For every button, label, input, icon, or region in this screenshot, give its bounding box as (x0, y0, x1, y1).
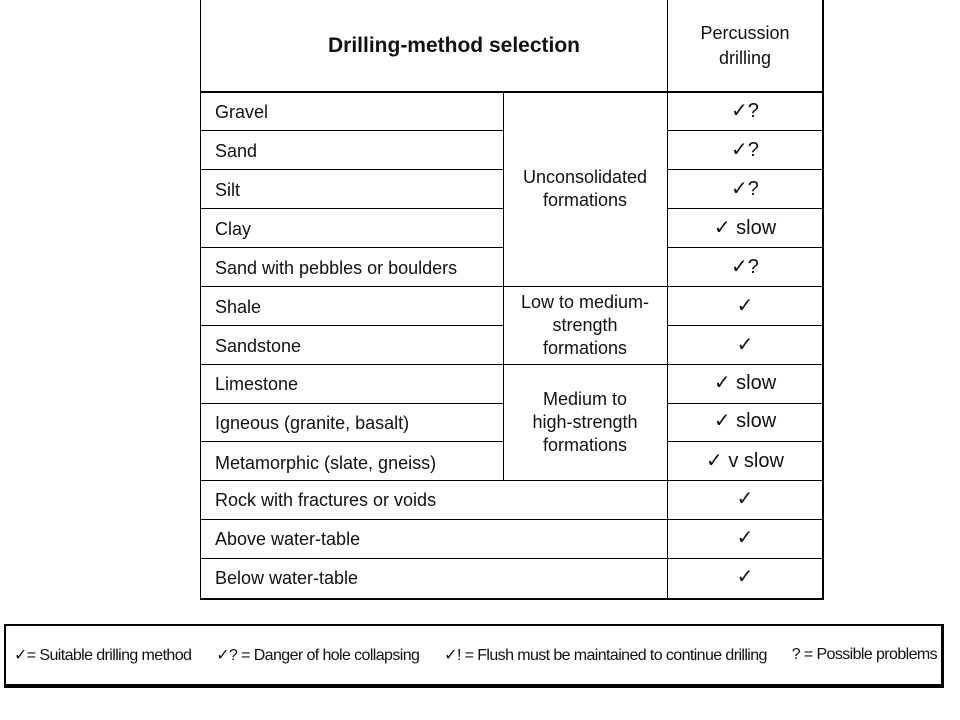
legend-item-possible-problems: ? = Possible problems (791, 646, 937, 663)
row-divider (667, 130, 823, 131)
mark-above-water-table: ✓ (736, 527, 754, 549)
row-divider (201, 441, 503, 442)
row-divider (201, 130, 503, 131)
row-divider (201, 480, 823, 481)
row-label-above-water-table: Above water-table (215, 529, 361, 549)
row-divider (201, 208, 503, 209)
row-label-silt: Silt (215, 180, 241, 200)
mark-below-water-table: ✓ (736, 566, 754, 588)
mark-limestone: ✓ slow (713, 372, 777, 394)
row-label-sand: Sand (215, 141, 258, 161)
legend-item-suitable: ✓= Suitable drilling method (14, 647, 192, 664)
mark-sand: ✓? (731, 139, 759, 161)
table-title: Drilling-method selection (327, 34, 581, 57)
row-divider (201, 169, 503, 170)
row-divider (201, 403, 503, 404)
row-divider (201, 558, 823, 559)
row-label-limestone: Limestone (215, 374, 299, 394)
row-label-rock-with-fractures: Rock with fractures or voids (215, 490, 437, 510)
group-label-unconsolidated: Unconsolidated formations (522, 167, 648, 210)
mark-igneous: ✓ slow (713, 410, 777, 432)
mark-clay: ✓ slow (713, 217, 777, 239)
column-header-percussion-drilling: Percussion drilling (700, 23, 790, 68)
mark-shale: ✓ (736, 295, 754, 317)
row-divider (201, 247, 503, 248)
row-divider (201, 325, 503, 326)
row-divider (667, 325, 823, 326)
group-label-low-medium-strength: Low to medium- strength formations (520, 291, 650, 358)
mark-silt: ✓? (731, 178, 759, 200)
row-label-metamorphic: Metamorphic (slate, gneiss) (215, 453, 437, 473)
row-label-shale: Shale (215, 297, 262, 317)
mark-gravel: ✓? (731, 100, 759, 122)
legend-item-flush: ✓! = Flush must be maintained to continue drilling (444, 647, 767, 664)
drilling-method-table (200, 0, 824, 600)
row-label-gravel: Gravel (215, 102, 269, 122)
row-divider (667, 403, 823, 404)
row-divider (201, 519, 823, 520)
group-label-medium-high-strength: Medium to high-strength formations (532, 388, 638, 455)
row-divider (667, 208, 823, 209)
mark-sandstone: ✓ (736, 334, 754, 356)
row-label-below-water-table: Below water-table (215, 568, 359, 588)
row-label-igneous: Igneous (granite, basalt) (215, 413, 410, 433)
row-label-sandstone: Sandstone (215, 336, 302, 356)
legend-box (4, 624, 944, 688)
row-label-clay: Clay (215, 219, 252, 239)
legend-item-danger-collapse: ✓? = Danger of hole collapsing (216, 647, 420, 664)
row-divider (667, 169, 823, 170)
mark-rock-with-fractures: ✓ (736, 488, 754, 510)
row-divider (667, 247, 823, 248)
row-label-sand-with-pebbles: Sand with pebbles or boulders (215, 258, 458, 278)
mark-metamorphic: ✓ v slow (706, 450, 784, 472)
row-divider (667, 441, 823, 442)
mark-sand-with-pebbles: ✓? (731, 256, 759, 278)
